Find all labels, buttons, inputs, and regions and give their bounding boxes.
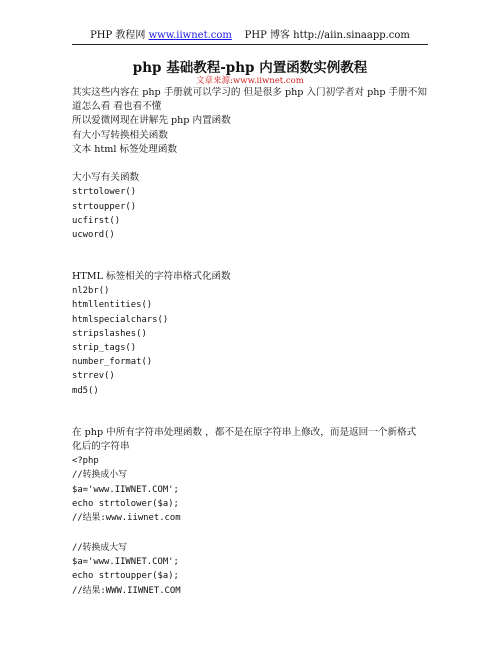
intro-line: 道怎么看 看也看不懂 (72, 101, 162, 113)
header-blog-url: http://aiin.sinaapp.com (293, 30, 410, 41)
page-header (72, 29, 428, 42)
spacer (72, 157, 428, 171)
code-line: //转换成大写 (72, 543, 128, 554)
case-section-heading: 大小写有关函数 (72, 172, 140, 184)
intro-line: 其实这些内容在 php 手册就可以学习的 但是很多 php 入门初学者对 php 手册不知 (72, 87, 427, 98)
code-line: //结果:www.iiwnet.com (72, 512, 181, 523)
code-line: echo strtolower($a); (72, 498, 179, 509)
header-site-link[interactable]: www.iiwnet.com (148, 30, 232, 41)
intro-line: 所以爱微网现在讲解先 php 内置函数 (72, 115, 231, 127)
function-item: nl2br() (72, 286, 110, 297)
intro-line: 有大小写转换相关函数 (72, 129, 168, 141)
function-item: ucword() (72, 229, 115, 240)
function-item: strrev() (72, 371, 115, 382)
function-item: strtolower() (72, 187, 137, 198)
function-item: strip_tags() (72, 343, 137, 353)
article-body (72, 86, 428, 598)
code-line: //转换成小写 (72, 470, 128, 481)
function-item: ucfirst() (72, 215, 121, 226)
function-item: strtoupper() (72, 201, 137, 212)
header-divider (72, 44, 428, 45)
function-item: htmlspecialchars() (72, 314, 169, 325)
article-title: php 基础教程-php 内置函数实例教程 (132, 60, 368, 76)
code-line: echo strtoupper($a); (72, 571, 179, 582)
function-item: md5() (72, 385, 99, 396)
code-line: //结果:WWW.IIWNET.COM (72, 585, 181, 596)
spacer (72, 525, 428, 541)
article-source: 文章来源:www.iiwnet.com (196, 76, 304, 86)
code-line: <?php (72, 456, 99, 467)
function-item: htmllentities() (72, 300, 153, 311)
spacer (72, 242, 428, 270)
code-line: $a='www.IIWNET.COM'; (72, 557, 179, 568)
function-item: number_format() (72, 357, 153, 368)
header-site-label: PHP 教程网 (90, 30, 146, 41)
note-line: 化后的字符串 (72, 440, 130, 452)
note-line: 在 php 中所有字符串处理函数 ，都不是在原字符串上修改，而是返回一个新格式 (72, 426, 417, 438)
function-item: stripslashes() (72, 328, 147, 339)
intro-line: 文本 html 标签处理函数 (72, 143, 178, 155)
html-section-heading: HTML 标签相关的字符串格式化函数 (72, 271, 231, 283)
code-line: $a='www.IIWNET.COM'; (72, 484, 179, 495)
header-blog-label: PHP 博客 (244, 30, 290, 41)
spacer (72, 398, 428, 426)
